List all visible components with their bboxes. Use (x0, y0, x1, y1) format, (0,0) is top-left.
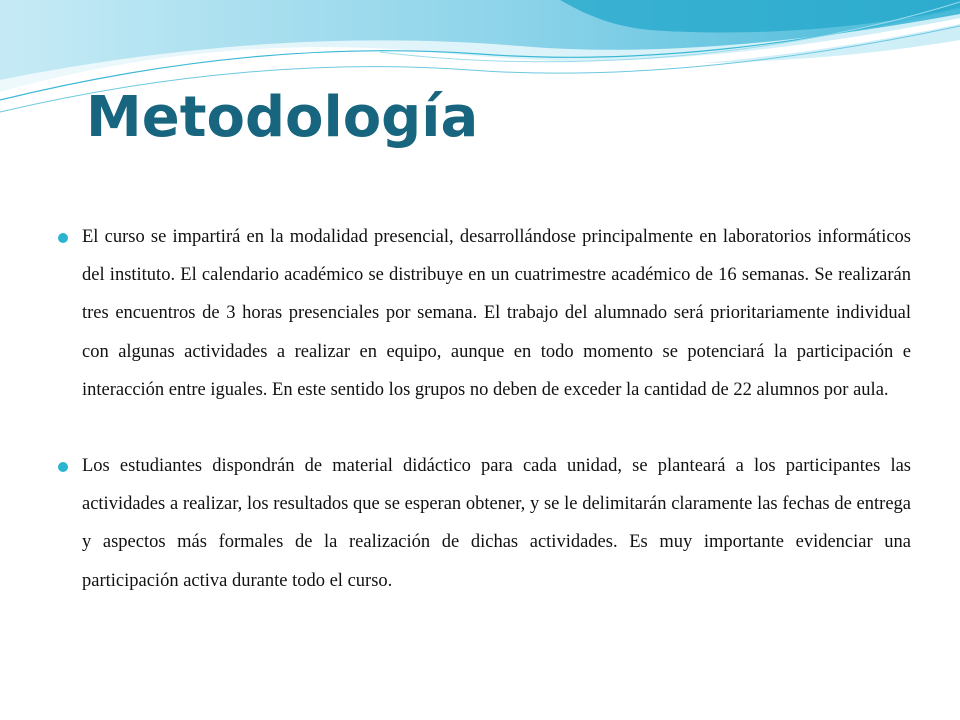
bullet-list (0, 218, 960, 600)
bullet-item (82, 447, 911, 600)
bullet-dot-icon (58, 462, 68, 472)
slide-title: Metodología (86, 85, 479, 150)
bullet-text: Los estudiantes dispondrán de material didáctico para cada unidad, se planteará a los participantes las actividades a realizar, los resultados que se esperan obtener, y se le delimitarán claramente las fechas de entrega y aspectos más formales de la realización de dichas actividades. Es muy importante evidenciar una participación activa durante todo el curso. (82, 456, 911, 591)
bullet-dot-icon (58, 233, 68, 243)
bullet-text: El curso se impartirá en la modalidad presencial, desarrollándose principalmente en laboratorios informáticos del instituto. El calendario académico se distribuye en un cuatrimestre académico de 16 semanas. Se realizarán tres encuentros de 3 horas presenciales por semana. El trabajo del alumnado será prioritariamente individual con algunas actividades a realizar en equipo, aunque en todo momento se potenciará la participación e interacción entre iguales. En este sentido los grupos no deben de exceder la cantidad de 22 alumnos por aula. (82, 227, 911, 400)
bullet-item (82, 218, 911, 409)
